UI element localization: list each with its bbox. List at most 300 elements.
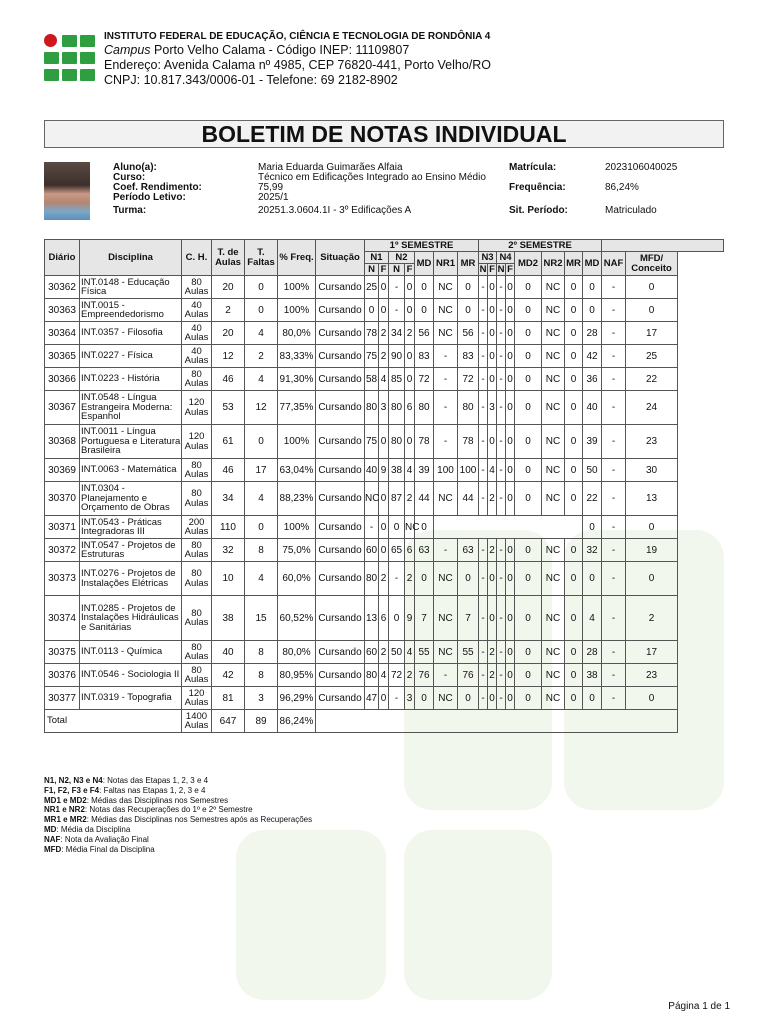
cell-sit: Cursando (316, 664, 365, 687)
table-row (45, 368, 724, 391)
cell-md: 42 (583, 345, 602, 368)
legend-item: N1, N2, N3 e N4: Notas das Etapas 1, 2, 3 e 4 (44, 776, 209, 785)
cell-n1: 25 (365, 276, 379, 299)
cell-n4: - (497, 641, 506, 664)
value-situacao: Matriculado (605, 205, 657, 216)
cell-nr1: NC (434, 641, 458, 664)
cell-mfd: 17 (626, 322, 678, 345)
col-n3-n: N (479, 263, 487, 275)
cell-mr2: 0 (565, 596, 583, 641)
cell-disciplina: INT.0276 - Projetos de Instalações Elétricas (80, 562, 182, 596)
cell-diario: 30372 (45, 539, 80, 562)
table-row (45, 459, 724, 482)
cell-diario: 30368 (45, 425, 80, 459)
total-faltas: 89 (245, 710, 278, 733)
cell-md2: 0 (515, 345, 542, 368)
legend-item: MR1 e MR2: Médias das Disciplinas nos Semestres após as Recuperações (44, 815, 313, 825)
label-aluno: Aluno(a): (113, 162, 157, 173)
cell-mr1: 0 (458, 562, 479, 596)
cell-md: 0 (583, 516, 602, 539)
cell-naf: - (602, 664, 626, 687)
cell-n4: - (497, 299, 506, 322)
cell-ch: 120 Aulas (182, 425, 212, 459)
cell-f3: 2 (488, 482, 497, 516)
cell-f1: 2 (379, 322, 389, 345)
cell-n4: - (497, 687, 506, 710)
cell-md1: 0 (415, 562, 434, 596)
cell-n2: - (389, 299, 405, 322)
cell-freq: 88,23% (278, 482, 316, 516)
cell-n1: 80 (365, 562, 379, 596)
cell-faltas: 4 (245, 368, 278, 391)
col-mr2: MR (565, 252, 583, 276)
cell-mr2: 0 (565, 368, 583, 391)
cell-n2: 0 (389, 516, 405, 539)
cell-mfd: 0 (626, 516, 678, 539)
cell-f2: 0 (405, 425, 415, 459)
total-aulas: 647 (212, 710, 245, 733)
cell-n1: - (365, 516, 379, 539)
cell-md2: 0 (515, 425, 542, 459)
cell-mfd: 0 (626, 687, 678, 710)
label-turma: Turma: (113, 205, 147, 216)
cell-f2: 9 (405, 596, 415, 641)
cell-aulas: 53 (212, 391, 245, 425)
table-row (45, 322, 724, 345)
col-diario: Diário (45, 240, 80, 276)
cell-md2: 0 (515, 562, 542, 596)
cell-diario: 30370 (45, 482, 80, 516)
cell-nr2: NC (542, 322, 565, 345)
col-sem1: 1º SEMESTRE (365, 240, 479, 252)
cell-freq: 60,52% (278, 596, 316, 641)
cell-md: 50 (583, 459, 602, 482)
cell-md: 0 (583, 562, 602, 596)
cell-ch: 80 Aulas (182, 276, 212, 299)
cell-md2: 0 (515, 539, 542, 562)
cell-md: 22 (583, 482, 602, 516)
cell-f2: 6 (405, 391, 415, 425)
cell-n2: 0 (389, 596, 405, 641)
cell-diario: 30362 (45, 276, 80, 299)
cnpj-line: CNPJ: 10.817.343/0006-01 - Telefone: 69 2182-8902 (104, 73, 398, 87)
cell-md2: 0 (515, 276, 542, 299)
cell-diario: 30375 (45, 641, 80, 664)
cell-n3: - (479, 368, 488, 391)
cell-f4: 0 (506, 664, 515, 687)
cell-md1: 72 (415, 368, 434, 391)
page-number: Página 1 de 1 (668, 1001, 730, 1012)
cell-diario: 30365 (45, 345, 80, 368)
cell-f2: 3 (405, 687, 415, 710)
cell-f4: 0 (506, 596, 515, 641)
total-row (45, 710, 724, 733)
cell-disciplina: INT.0285 - Projetos de Instalações Hidráulicas e Sanitárias (80, 596, 182, 641)
cell-n1: 60 (365, 539, 379, 562)
cell-disciplina: INT.0113 - Química (80, 641, 182, 664)
cell-naf: - (602, 516, 626, 539)
cell-diario: 30363 (45, 299, 80, 322)
cell-n3: - (479, 641, 488, 664)
cell-md: 40 (583, 391, 602, 425)
cell-sit: Cursando (316, 345, 365, 368)
cell-disciplina: INT.0357 - Filosofia (80, 322, 182, 345)
cell-sit: Cursando (316, 425, 365, 459)
cell-md1: 0 (415, 516, 434, 539)
cell-nr1: NC (434, 276, 458, 299)
cell-f1: 2 (379, 641, 389, 664)
cell-diario: 30377 (45, 687, 80, 710)
cell-nr2: NC (542, 345, 565, 368)
cell-f1: 4 (379, 368, 389, 391)
legend-item: NAF: Nota da Avaliação Final (44, 834, 149, 844)
cell-md1: 39 (415, 459, 434, 482)
cell-freq: 91,30% (278, 368, 316, 391)
cell-disciplina: INT.0011 - Língua Portuguesa e Literatura Brasileira (80, 425, 182, 459)
col-mr1: MR (458, 252, 479, 276)
cell-f3: 0 (488, 687, 497, 710)
table-row (45, 539, 724, 562)
col-ch: C. H. (182, 240, 212, 276)
cell-f3: 0 (488, 596, 497, 641)
cell-nr1: - (434, 391, 458, 425)
cell-f2: 2 (405, 562, 415, 596)
label-curso: Curso: (113, 172, 146, 183)
cell-sit: Cursando (316, 539, 365, 562)
cell-faltas: 0 (245, 299, 278, 322)
cell-f4: 0 (506, 459, 515, 482)
cell-faltas: 12 (245, 391, 278, 425)
cell-n1: 40 (365, 459, 379, 482)
cell-n4: - (497, 425, 506, 459)
col-n2: N2 (389, 252, 415, 264)
student-info (44, 158, 724, 222)
cell-n1: 13 (365, 596, 379, 641)
cell-f4: 0 (506, 482, 515, 516)
cell-sit: Cursando (316, 459, 365, 482)
cell-freq: 80,0% (278, 641, 316, 664)
cell-n3: - (479, 482, 488, 516)
cell-disciplina: INT.0547 - Projetos de Estruturas (80, 539, 182, 562)
cell-f4: 0 (506, 345, 515, 368)
cell-nr1: - (434, 664, 458, 687)
cell-n3: - (479, 459, 488, 482)
cell-md1: 80 (415, 391, 434, 425)
legend-item: MD: Média da Disciplina (44, 824, 131, 834)
cell-nr1: - (434, 345, 458, 368)
cell-freq: 63,04% (278, 459, 316, 482)
institution-logo (44, 34, 98, 82)
cell-md2: 0 (515, 482, 542, 516)
col-n4: N4 (497, 252, 515, 264)
cell-disciplina: INT.0148 - Educação Física (80, 276, 182, 299)
cell-n3: - (479, 391, 488, 425)
col-n4-f: F (507, 263, 513, 275)
cell-sit: Cursando (316, 516, 365, 539)
cell-mfd: 17 (626, 641, 678, 664)
cell-md2: 0 (515, 664, 542, 687)
cell-sit: Cursando (316, 368, 365, 391)
cell-f2: 2 (405, 664, 415, 687)
cell-mr2: 0 (565, 276, 583, 299)
col-md: MD (583, 252, 602, 276)
cell-n1: 0 (365, 299, 379, 322)
cell-n2: 90 (389, 345, 405, 368)
col-disciplina: Disciplina (80, 240, 182, 276)
cell-f2: 2 (405, 322, 415, 345)
col-n1: N1 (365, 252, 389, 264)
cell-ch: 120 Aulas (182, 391, 212, 425)
cell-aulas: 12 (212, 345, 245, 368)
cell-f3: 0 (488, 276, 497, 299)
cell-aulas: 10 (212, 562, 245, 596)
cell-f2: NC (405, 516, 415, 539)
cell-f2: 0 (405, 299, 415, 322)
cell-ch: 80 Aulas (182, 459, 212, 482)
cell-n2: - (389, 562, 405, 596)
cell-f2: 0 (405, 368, 415, 391)
cell-f4: 0 (506, 299, 515, 322)
cell-nr2: NC (542, 368, 565, 391)
cell-n3: - (479, 425, 488, 459)
cell-sit: Cursando (316, 687, 365, 710)
cell-n2: 38 (389, 459, 405, 482)
cell-f2: 6 (405, 539, 415, 562)
cell-n3: - (479, 687, 488, 710)
cell-naf: - (602, 391, 626, 425)
institution-name: INSTITUTO FEDERAL DE EDUCAÇÃO, CIÊNCIA E TECNOLOGIA DE RONDÔNIA 4 (104, 31, 491, 42)
cell-disciplina: INT.0227 - Física (80, 345, 182, 368)
cell-disciplina: INT.0546 - Sociologia II (80, 664, 182, 687)
cell-n3: - (479, 276, 488, 299)
cell-mfd: 23 (626, 425, 678, 459)
cell-freq: 60,0% (278, 562, 316, 596)
cell-f3: 2 (488, 664, 497, 687)
cell-n4: - (497, 664, 506, 687)
cell-md1: 76 (415, 664, 434, 687)
cell-naf: - (602, 368, 626, 391)
cell-diario: 30369 (45, 459, 80, 482)
cell-n1: 78 (365, 322, 379, 345)
cell-disciplina: INT.0015 - Empreendedorismo (80, 299, 182, 322)
table-row (45, 516, 724, 539)
table-row (45, 664, 724, 687)
cell-faltas: 8 (245, 539, 278, 562)
cell-mfd: 0 (626, 299, 678, 322)
cell-n2: 87 (389, 482, 405, 516)
cell-faltas: 15 (245, 596, 278, 641)
cell-n2: 65 (389, 539, 405, 562)
cell-n1: 80 (365, 664, 379, 687)
cell-md1: 63 (415, 539, 434, 562)
cell-md1: 56 (415, 322, 434, 345)
cell-n4: - (497, 562, 506, 596)
col-final-blank (602, 240, 724, 252)
value-frequencia: 86,24% (605, 182, 639, 193)
cell-f4: 0 (506, 562, 515, 596)
cell-n2: 72 (389, 664, 405, 687)
cell-f2: 2 (405, 482, 415, 516)
cell-mr2: 0 (565, 562, 583, 596)
cell-f1: 0 (379, 299, 389, 322)
cell-mr1: 76 (458, 664, 479, 687)
cell-n4: - (497, 276, 506, 299)
cell-nr2: NC (542, 687, 565, 710)
cell-f3: 0 (488, 562, 497, 596)
table-row (45, 562, 724, 596)
cell-freq: 100% (278, 516, 316, 539)
cell-nr2: NC (542, 391, 565, 425)
cell-n4: - (497, 345, 506, 368)
cell-f1: 2 (379, 345, 389, 368)
legend-item: MFD: Média Final da Disciplina (44, 844, 155, 854)
cell-md: 36 (583, 368, 602, 391)
cell-f2: 0 (405, 276, 415, 299)
cell-f4: 0 (506, 368, 515, 391)
cell-mr2: 0 (565, 425, 583, 459)
value-periodo: 2025/1 (258, 192, 289, 203)
cell-nr2: NC (542, 641, 565, 664)
cell-aulas: 46 (212, 459, 245, 482)
cell-mr2: 0 (565, 391, 583, 425)
grades-table (44, 239, 724, 733)
value-turma: 20251.3.0604.1I - 3º Edificações A (258, 205, 412, 216)
cell-f1: 4 (379, 664, 389, 687)
cell-disciplina: INT.0319 - Topografia (80, 687, 182, 710)
cell-disciplina: INT.0543 - Práticas Integradoras III (80, 516, 182, 539)
cell-ch: 40 Aulas (182, 322, 212, 345)
cell-naf: - (602, 345, 626, 368)
cell-nr2: NC (542, 539, 565, 562)
cell-mr1: 63 (458, 539, 479, 562)
cell-ch: 40 Aulas (182, 299, 212, 322)
cell-aulas: 81 (212, 687, 245, 710)
table-row (45, 425, 724, 459)
cell-nr1: NC (434, 322, 458, 345)
cell-n3: - (479, 322, 488, 345)
col-md2: MD2 (515, 252, 542, 276)
cell-n3: - (479, 664, 488, 687)
cell-ch: 120 Aulas (182, 687, 212, 710)
cell-n3: - (479, 539, 488, 562)
cell-disciplina: INT.0063 - Matemática (80, 459, 182, 482)
cell-nr1: - (434, 425, 458, 459)
cell-nr2: NC (542, 276, 565, 299)
total-ch: 1400 Aulas (182, 710, 212, 733)
legend-item: NR1 e NR2: Notas das Recuperações do 1º e 2º Semestre (44, 805, 253, 815)
cell-aulas: 40 (212, 641, 245, 664)
cell-f1: 0 (379, 482, 389, 516)
cell-naf: - (602, 482, 626, 516)
cell-f2: 4 (405, 459, 415, 482)
cell-md1: 0 (415, 299, 434, 322)
cell-diario: 30364 (45, 322, 80, 345)
cell-f4: 0 (506, 641, 515, 664)
cell-md: 0 (583, 299, 602, 322)
cell-nr2: NC (542, 482, 565, 516)
cell-ch: 80 Aulas (182, 482, 212, 516)
value-curso: Técnico em Edificações Integrado ao Ensino Médio (258, 172, 486, 183)
cell-md: 28 (583, 322, 602, 345)
cell-md1: 55 (415, 641, 434, 664)
cell-md1: 0 (415, 276, 434, 299)
cell-n4: - (497, 482, 506, 516)
cell-ch: 80 Aulas (182, 562, 212, 596)
cell-f1: 0 (379, 276, 389, 299)
cell-f3: 0 (488, 299, 497, 322)
cell-f3: 0 (488, 368, 497, 391)
cell-mfd: 24 (626, 391, 678, 425)
cell-f1: 3 (379, 391, 389, 425)
cell-ch: 80 Aulas (182, 641, 212, 664)
cell-md: 28 (583, 641, 602, 664)
col-md1: MD (415, 252, 434, 276)
cell-n4: - (497, 322, 506, 345)
cell-faltas: 17 (245, 459, 278, 482)
cell-md1: 7 (415, 596, 434, 641)
cell-sit: Cursando (316, 482, 365, 516)
cell-f1: 6 (379, 596, 389, 641)
cell-n2: 50 (389, 641, 405, 664)
cell-disciplina: INT.0304 - Planejamento e Orçamento de Obras (80, 482, 182, 516)
cell-md1: 0 (415, 687, 434, 710)
cell-md2: 0 (515, 687, 542, 710)
table-row (45, 687, 724, 710)
col-mfd: MFD/ Conceito (626, 252, 678, 276)
cell-mr2: 0 (565, 539, 583, 562)
cell-mfd: 0 (626, 276, 678, 299)
cell-aulas: 38 (212, 596, 245, 641)
cell-md: 38 (583, 664, 602, 687)
label-matricula: Matrícula: (509, 162, 557, 173)
cell-nr2: NC (542, 664, 565, 687)
cell-n1: 75 (365, 345, 379, 368)
cell-mfd: 22 (626, 368, 678, 391)
cell-mr1: 55 (458, 641, 479, 664)
cell-aulas: 42 (212, 664, 245, 687)
total-freq: 86,24% (278, 710, 316, 733)
cell-mr2: 0 (565, 482, 583, 516)
cell-md2: 0 (515, 459, 542, 482)
cell-nr2: NC (542, 299, 565, 322)
cell-faltas: 0 (245, 516, 278, 539)
cell-md2: 0 (515, 299, 542, 322)
cell-aulas: 20 (212, 322, 245, 345)
cell-mr1: 44 (458, 482, 479, 516)
cell-freq: 77,35% (278, 391, 316, 425)
total-blank (316, 710, 678, 733)
cell-n2: 80 (389, 425, 405, 459)
cell-ch: 200 Aulas (182, 516, 212, 539)
cell-f2: 4 (405, 641, 415, 664)
cell-ch: 80 Aulas (182, 368, 212, 391)
cell-aulas: 34 (212, 482, 245, 516)
cell-mfd: 30 (626, 459, 678, 482)
cell-nr2: NC (542, 425, 565, 459)
cell-nr1: - (434, 539, 458, 562)
cell-n4: - (497, 459, 506, 482)
cell-n4: - (497, 539, 506, 562)
cell-md: 32 (583, 539, 602, 562)
cell-f1: 0 (379, 539, 389, 562)
cell-md1: 78 (415, 425, 434, 459)
cell-f3: 4 (488, 459, 497, 482)
cell-md2: 0 (515, 368, 542, 391)
cell-mr1: 0 (458, 687, 479, 710)
page-title: BOLETIM DE NOTAS INDIVIDUAL (44, 120, 724, 148)
cell-mr2: 0 (565, 687, 583, 710)
cell-n1: 58 (365, 368, 379, 391)
